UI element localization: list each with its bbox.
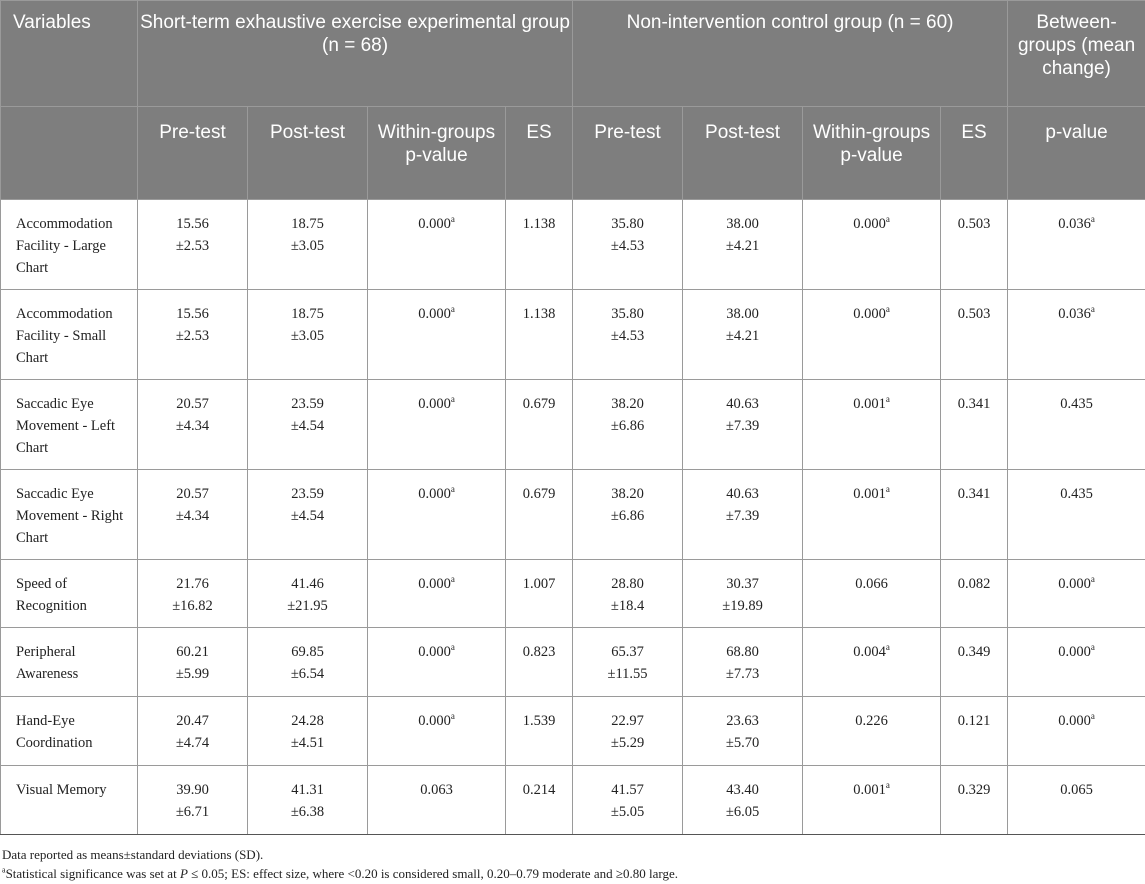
cell-e-post	[248, 470, 368, 560]
cell-c-es: 0.503	[941, 200, 1008, 290]
cell-e-post-mean: 23.59	[291, 396, 324, 412]
cell-between-value: 0.000	[1058, 713, 1091, 729]
header-c-post: Post-test	[683, 107, 803, 200]
cell-c-es: 0.341	[941, 470, 1008, 560]
table-row	[1, 290, 1145, 380]
cell-c-within	[803, 766, 941, 835]
cell-e-pre-mean: 20.57	[176, 396, 209, 412]
cell-between-value: 0.435	[1060, 396, 1093, 412]
cell-e-within-sup: a	[450, 394, 455, 405]
header-experimental-group: Short-term exhaustive exercise experimental group (n = 68)	[138, 1, 573, 107]
cell-e-pre-sd: ±5.99	[175, 666, 210, 682]
cell-e-within-sup: a	[450, 214, 455, 225]
cell-c-within-value: 0.000	[853, 306, 886, 322]
table-row	[1, 697, 1145, 766]
cell-c-post-mean: 23.63	[726, 713, 759, 729]
cell-e-within	[368, 200, 506, 290]
cell-e-post-mean: 24.28	[291, 713, 324, 729]
header-row-groups	[1, 1, 1145, 107]
cell-e-post-sd: ±6.54	[290, 666, 325, 682]
cell-between	[1008, 470, 1145, 560]
cell-c-post	[683, 560, 803, 628]
header-empty	[1, 107, 138, 200]
cell-e-within	[368, 560, 506, 628]
cell-e-es: 1.138	[506, 200, 573, 290]
cell-between-value: 0.435	[1060, 486, 1093, 502]
cell-e-pre-sd: ±6.71	[175, 804, 210, 820]
cell-c-post	[683, 200, 803, 290]
cell-c-pre-sd: ±11.55	[607, 666, 648, 682]
cell-e-within-sup: a	[450, 304, 455, 315]
cell-c-es: 0.503	[941, 290, 1008, 380]
cell-e-pre	[138, 470, 248, 560]
cell-e-within	[368, 290, 506, 380]
cell-c-within-value: 0.226	[855, 713, 888, 729]
cell-e-within-value: 0.000	[418, 486, 451, 502]
cell-between-value: 0.036	[1058, 306, 1091, 322]
cell-c-pre	[573, 200, 683, 290]
cell-e-pre	[138, 560, 248, 628]
cell-c-within	[803, 380, 941, 470]
cell-c-post	[683, 470, 803, 560]
cell-e-pre-mean: 15.56	[176, 306, 209, 322]
cell-e-pre-sd: ±4.34	[175, 418, 210, 434]
cell-c-es: 0.341	[941, 380, 1008, 470]
cell-between-value: 0.036	[1058, 216, 1091, 232]
cell-c-within	[803, 697, 941, 766]
cell-e-pre	[138, 697, 248, 766]
cell-c-es: 0.082	[941, 560, 1008, 628]
cell-e-post-sd: ±3.05	[290, 238, 325, 254]
cell-variable: Visual Memory	[1, 766, 138, 835]
cell-c-within	[803, 200, 941, 290]
cell-between-value: 0.000	[1058, 644, 1091, 660]
cell-between	[1008, 380, 1145, 470]
note-significance	[2, 864, 678, 883]
cell-variable: Accommodation Facility - Small Chart	[1, 290, 138, 380]
cell-c-pre	[573, 290, 683, 380]
note-rest: ≤ 0.05; ES: effect size, where <0.20 is considered small, 0.20–0.79 moderate and ≥0.80 large.	[187, 866, 678, 881]
cell-e-pre-mean: 20.57	[176, 486, 209, 502]
header-c-pre: Pre-test	[573, 107, 683, 200]
cell-c-pre-mean: 38.20	[611, 486, 644, 502]
cell-e-pre-sd: ±2.53	[175, 238, 210, 254]
cell-e-post-mean: 18.75	[291, 216, 324, 232]
cell-c-within-sup: a	[885, 642, 890, 653]
cell-c-pre	[573, 766, 683, 835]
cell-e-post-sd: ±4.54	[290, 508, 325, 524]
cell-e-within-sup: a	[450, 711, 455, 722]
cell-e-pre	[138, 380, 248, 470]
cell-c-pre-mean: 28.80	[611, 576, 644, 592]
cell-e-es: 0.823	[506, 628, 573, 697]
cell-c-within-value: 0.001	[853, 782, 886, 798]
cell-e-post	[248, 560, 368, 628]
cell-c-post-mean: 40.63	[726, 396, 759, 412]
cell-e-pre-mean: 20.47	[176, 713, 209, 729]
note-prefix: Statistical significance was set at	[5, 866, 180, 881]
cell-e-within	[368, 697, 506, 766]
cell-c-post	[683, 290, 803, 380]
cell-e-pre	[138, 766, 248, 835]
cell-e-pre	[138, 628, 248, 697]
cell-c-within-value: 0.001	[853, 396, 886, 412]
cell-e-post-sd: ±4.54	[290, 418, 325, 434]
cell-c-pre	[573, 380, 683, 470]
cell-c-post-sd: ±7.73	[725, 666, 760, 682]
header-e-within: Within-groups p-value	[368, 107, 506, 200]
cell-c-pre-mean: 22.97	[611, 713, 644, 729]
cell-c-post-sd: ±7.39	[725, 418, 760, 434]
cell-c-within	[803, 560, 941, 628]
cell-c-es: 0.349	[941, 628, 1008, 697]
cell-e-pre-mean: 21.76	[176, 576, 209, 592]
cell-c-pre	[573, 628, 683, 697]
cell-e-es: 1.539	[506, 697, 573, 766]
cell-e-post-sd: ±21.95	[287, 598, 328, 614]
cell-between-sup: a	[1090, 574, 1095, 585]
cell-between-value: 0.000	[1058, 576, 1091, 592]
cell-c-pre-sd: ±5.29	[610, 735, 645, 751]
header-e-pre: Pre-test	[138, 107, 248, 200]
header-between-groups: Between-groups (mean change)	[1008, 1, 1145, 107]
cell-e-within	[368, 766, 506, 835]
cell-e-within-sup: a	[450, 484, 455, 495]
cell-e-within-sup: a	[450, 574, 455, 585]
cell-e-post	[248, 766, 368, 835]
cell-e-within-value: 0.000	[418, 216, 451, 232]
cell-e-post-sd: ±3.05	[290, 328, 325, 344]
header-control-group: Non-intervention control group (n = 60)	[573, 1, 1008, 107]
cell-between	[1008, 697, 1145, 766]
cell-variable: Saccadic Eye Movement - Right Chart	[1, 470, 138, 560]
header-c-within: Within-groups p-value	[803, 107, 941, 200]
cell-e-pre	[138, 200, 248, 290]
cell-c-within	[803, 628, 941, 697]
cell-e-pre-sd: ±2.53	[175, 328, 210, 344]
cell-c-within-value: 0.004	[853, 644, 886, 660]
cell-e-within-value: 0.000	[418, 576, 451, 592]
cell-c-pre-sd: ±4.53	[610, 328, 645, 344]
cell-between-sup: a	[1090, 642, 1095, 653]
cell-e-pre-sd: ±16.82	[172, 598, 213, 614]
cell-e-within	[368, 380, 506, 470]
cell-between	[1008, 628, 1145, 697]
cell-c-pre-mean: 35.80	[611, 216, 644, 232]
cell-c-post	[683, 380, 803, 470]
cell-c-within-sup: a	[885, 484, 890, 495]
cell-e-es: 0.679	[506, 470, 573, 560]
cell-c-pre-sd: ±6.86	[610, 508, 645, 524]
cell-c-post-mean: 30.37	[726, 576, 759, 592]
cell-c-within-value: 0.000	[853, 216, 886, 232]
cell-e-post-sd: ±4.51	[290, 735, 325, 751]
cell-c-post-mean: 43.40	[726, 782, 759, 798]
cell-e-post	[248, 290, 368, 380]
cell-c-post	[683, 628, 803, 697]
cell-e-within-value: 0.000	[418, 306, 451, 322]
cell-between	[1008, 290, 1145, 380]
note-data-reporting: Data reported as means±standard deviations (SD).	[2, 847, 264, 862]
cell-c-pre	[573, 470, 683, 560]
table-notes	[2, 845, 678, 883]
cell-c-within-value: 0.066	[855, 576, 888, 592]
cell-c-es: 0.329	[941, 766, 1008, 835]
cell-c-post-sd: ±6.05	[725, 804, 760, 820]
cell-c-post-mean: 68.80	[726, 644, 759, 660]
cell-e-pre-sd: ±4.74	[175, 735, 210, 751]
cell-e-within-value: 0.000	[418, 713, 451, 729]
cell-c-within-value: 0.001	[853, 486, 886, 502]
cell-c-post-mean: 38.00	[726, 306, 759, 322]
cell-e-within-value: 0.063	[420, 782, 453, 798]
cell-e-post	[248, 628, 368, 697]
cell-c-within-sup: a	[885, 304, 890, 315]
cell-c-pre-sd: ±18.4	[610, 598, 645, 614]
cell-e-within-value: 0.000	[418, 396, 451, 412]
table-header	[1, 1, 1145, 200]
cell-between	[1008, 560, 1145, 628]
cell-e-pre-mean: 60.21	[176, 644, 209, 660]
table-row	[1, 200, 1145, 290]
header-e-post: Post-test	[248, 107, 368, 200]
cell-between-sup: a	[1090, 711, 1095, 722]
cell-e-pre	[138, 290, 248, 380]
cell-variable: Peripheral Awareness	[1, 628, 138, 697]
cell-c-post-mean: 40.63	[726, 486, 759, 502]
cell-e-post-sd: ±6.38	[290, 804, 325, 820]
cell-e-post	[248, 697, 368, 766]
header-row-columns	[1, 107, 1145, 200]
table-row	[1, 628, 1145, 697]
note-superscript: a	[2, 865, 6, 875]
header-pvalue: p-value	[1008, 107, 1145, 200]
cell-e-post	[248, 380, 368, 470]
cell-c-within-sup: a	[885, 214, 890, 225]
cell-c-pre-mean: 38.20	[611, 396, 644, 412]
header-c-es: ES	[941, 107, 1008, 200]
cell-variable: Speed of Recognition	[1, 560, 138, 628]
cell-c-post-sd: ±5.70	[725, 735, 760, 751]
table-row	[1, 380, 1145, 470]
cell-e-within-value: 0.000	[418, 644, 451, 660]
cell-e-es: 0.214	[506, 766, 573, 835]
cell-c-pre	[573, 560, 683, 628]
table-row	[1, 766, 1145, 835]
cell-c-within	[803, 290, 941, 380]
cell-between	[1008, 200, 1145, 290]
cell-c-pre-sd: ±4.53	[610, 238, 645, 254]
header-e-es: ES	[506, 107, 573, 200]
cell-c-within-sup: a	[885, 394, 890, 405]
cell-e-pre-mean: 15.56	[176, 216, 209, 232]
cell-c-pre-mean: 65.37	[611, 644, 644, 660]
cell-between-sup: a	[1090, 304, 1095, 315]
cell-variable: Hand-Eye Coordination	[1, 697, 138, 766]
cell-c-pre-mean: 41.57	[611, 782, 644, 798]
cell-e-es: 1.007	[506, 560, 573, 628]
cell-e-within-sup: a	[450, 642, 455, 653]
cell-e-within	[368, 470, 506, 560]
cell-c-post-mean: 38.00	[726, 216, 759, 232]
cell-between-sup: a	[1090, 214, 1095, 225]
table-body	[1, 200, 1145, 835]
table-row	[1, 560, 1145, 628]
cell-e-within	[368, 628, 506, 697]
cell-c-post-sd: ±7.39	[725, 508, 760, 524]
cell-between-value: 0.065	[1060, 782, 1093, 798]
cell-e-es: 0.679	[506, 380, 573, 470]
cell-c-post	[683, 697, 803, 766]
cell-c-pre	[573, 697, 683, 766]
cell-variable: Accommodation Facility - Large Chart	[1, 200, 138, 290]
cell-between	[1008, 766, 1145, 835]
cell-c-post-sd: ±19.89	[722, 598, 763, 614]
cell-c-post-sd: ±4.21	[725, 328, 760, 344]
cell-c-es: 0.121	[941, 697, 1008, 766]
cell-c-within-sup: a	[885, 780, 890, 791]
cell-c-pre-mean: 35.80	[611, 306, 644, 322]
cell-e-post-mean: 41.46	[291, 576, 324, 592]
cell-c-within	[803, 470, 941, 560]
cell-e-es: 1.138	[506, 290, 573, 380]
cell-c-pre-sd: ±6.86	[610, 418, 645, 434]
cell-e-post	[248, 200, 368, 290]
cell-c-pre-sd: ±5.05	[610, 804, 645, 820]
cell-e-post-mean: 69.85	[291, 644, 324, 660]
cell-e-post-mean: 18.75	[291, 306, 324, 322]
cell-e-post-mean: 41.31	[291, 782, 324, 798]
cell-e-pre-sd: ±4.34	[175, 508, 210, 524]
cell-e-post-mean: 23.59	[291, 486, 324, 502]
cell-e-pre-mean: 39.90	[176, 782, 209, 798]
table-row	[1, 470, 1145, 560]
header-variables: Variables	[1, 1, 138, 107]
note-p-symbol: P	[179, 866, 188, 881]
cell-c-post-sd: ±4.21	[725, 238, 760, 254]
cell-variable: Saccadic Eye Movement - Left Chart	[1, 380, 138, 470]
cell-c-post	[683, 766, 803, 835]
